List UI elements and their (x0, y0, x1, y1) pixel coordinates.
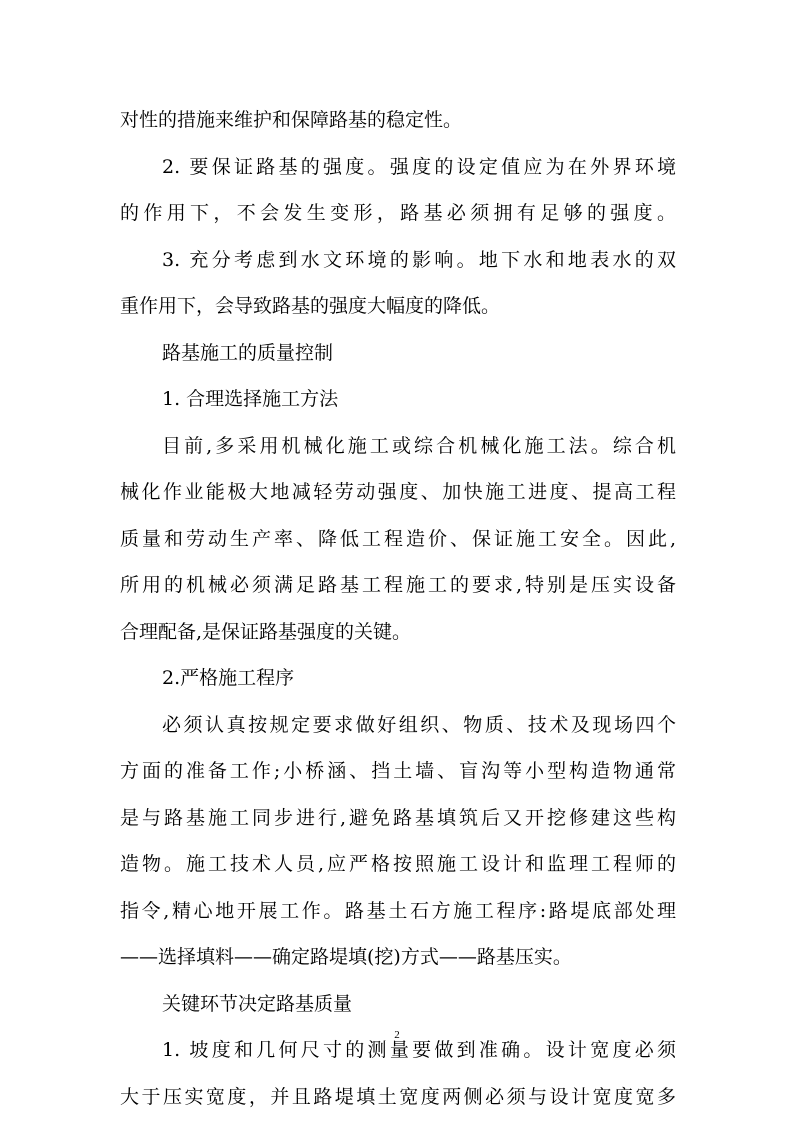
text-line: ——选择填料——确定路堤填(挖)方式——路基压实。 (120, 946, 572, 968)
text-line: 3. 充分考虑到水文环境的影响。地下水和地表水的双 (162, 248, 676, 271)
text-line: 2.严格施工程序 (162, 667, 295, 689)
text-line: 的作用下，不会发生变形，路基必须拥有足够的强度。 (120, 202, 676, 224)
body-text (120, 97, 676, 1120)
text-line: 路基施工的质量控制 (162, 341, 334, 364)
text-line: 2. 要保证路基的强度。强度的设定值应为在外界环境 (162, 155, 676, 178)
text-line: 造物。施工技术人员,应严格按照施工设计和监理工程师的 (120, 853, 676, 875)
text-line: 必须认真按规定要求做好组织、物质、技术及现场四个 (162, 713, 676, 736)
text-line: 是与路基施工同步进行,避免路基填筑后又开挖修建这些构 (120, 806, 676, 829)
text-line: 1. 合理选择施工方法 (162, 388, 339, 410)
text-line: 合理配备,是保证路基强度的关键。 (120, 620, 412, 643)
text-line: 质量和劳动生产率、降低工程造价、保证施工安全。因此, (120, 527, 676, 550)
text-line: 对性的措施来维护和保障路基的稳定性。 (120, 109, 463, 131)
text-line: 械化作业能极大地减轻劳动强度、加快施工进度、提高工程 (120, 481, 676, 503)
text-line: 指令,精心地开展工作。路基土石方施工程序:路堤底部处理 (120, 899, 676, 922)
text-line: 方面的准备工作;小桥涵、挡土墙、盲沟等小型构造物通常 (120, 760, 676, 782)
text-line: 目前,多采用机械化施工或综合机械化施工法。综合机 (162, 434, 676, 457)
text-line: 所用的机械必须满足路基工程施工的要求,特别是压实设备 (120, 574, 676, 596)
text-line: 重作用下，会导致路基的强度大幅度的降低。 (120, 295, 501, 317)
text-line: 1. 坡度和几何尺寸的测量要做到准确。设计宽度必须 (162, 1039, 676, 1061)
text-line: 关键环节决定路基质量 (162, 992, 353, 1015)
page-number: 2 (394, 1029, 400, 1041)
text-line: 大于压实宽度，并且路堤填土宽度两侧必须与设计宽度宽多 (120, 1085, 676, 1108)
